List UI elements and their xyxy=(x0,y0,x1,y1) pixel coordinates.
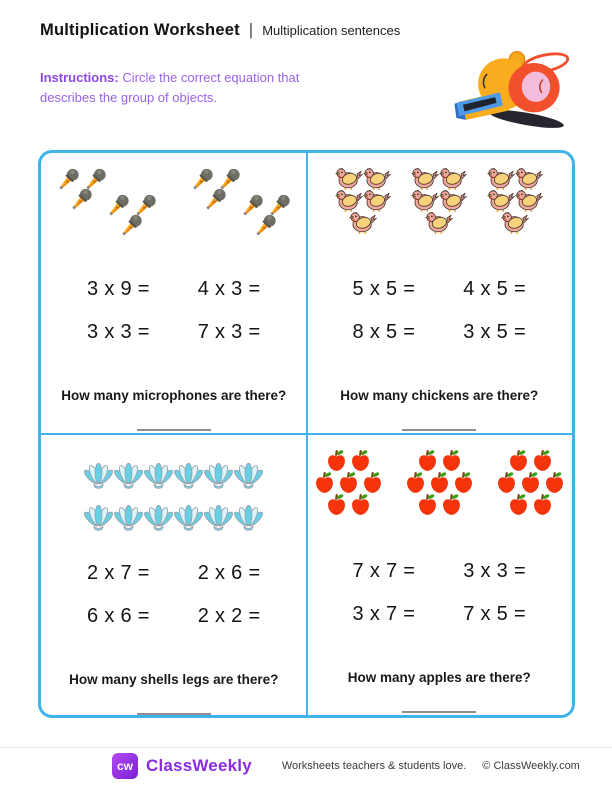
whistle-icon xyxy=(450,46,584,136)
apple-icon xyxy=(314,470,335,494)
equation-option: 2 x 7 = xyxy=(87,562,150,584)
microphone-group-area xyxy=(55,166,293,260)
apple-icon xyxy=(532,448,553,472)
apple-icon xyxy=(441,492,462,516)
microphone-icon xyxy=(68,186,95,213)
footer-tagline: Worksheets teachers & students love. xyxy=(281,760,467,772)
shell-group xyxy=(84,462,263,491)
shell-icon xyxy=(84,462,113,491)
answer-blank xyxy=(137,713,211,715)
equation-option: 7 x 5 = xyxy=(463,603,526,625)
problem-cell-microphones xyxy=(41,153,307,431)
answer-blank xyxy=(402,711,476,713)
apple-icon xyxy=(508,448,529,472)
apple-icon xyxy=(417,448,438,472)
classweekly-logo-icon: cw xyxy=(112,753,138,779)
equation-option: 6 x 6 = xyxy=(87,605,150,627)
shell-icon xyxy=(174,504,203,533)
apple-group xyxy=(496,448,565,516)
apple-icon xyxy=(362,470,383,494)
microphone-icon xyxy=(202,186,229,213)
chicken-group xyxy=(335,166,391,235)
apple-icon xyxy=(338,470,359,494)
equation-option: 3 x 3 = xyxy=(463,560,526,582)
chicken-icon xyxy=(501,210,529,235)
footer xyxy=(112,753,580,779)
shell-icon xyxy=(114,462,143,491)
shell-icon xyxy=(84,504,113,533)
chicken-group xyxy=(411,166,467,235)
equation-option: 3 x 5 = xyxy=(463,321,526,343)
equation-options xyxy=(87,562,260,628)
microphone-icon xyxy=(118,212,145,239)
microphone-group xyxy=(239,192,293,239)
equation-option: 4 x 3 = xyxy=(197,278,261,300)
apple-icon xyxy=(496,470,517,494)
equation-option: 3 x 7 = xyxy=(352,603,416,625)
question-text: How many apples are there? xyxy=(347,670,531,685)
instructions-label: Instructions: xyxy=(40,70,119,85)
shell-icon xyxy=(234,462,263,491)
problem-cell-chickens xyxy=(307,153,573,431)
apple-icon xyxy=(350,492,371,516)
apple-icon xyxy=(405,470,426,494)
equation-option: 7 x 3 = xyxy=(197,321,261,343)
shell-icon xyxy=(144,504,173,533)
microphone-group xyxy=(189,166,243,213)
shell-icon xyxy=(234,504,263,533)
chicken-group-area xyxy=(335,166,543,260)
equation-option: 2 x 2 = xyxy=(197,605,261,627)
problem-grid xyxy=(38,150,575,718)
apple-icon xyxy=(544,470,565,494)
microphone-icon xyxy=(252,212,279,239)
shell-icon xyxy=(114,504,143,533)
apple-icon xyxy=(350,448,371,472)
equation-options xyxy=(353,278,526,344)
page-subtitle: Multiplication sentences xyxy=(262,23,401,38)
footer-divider xyxy=(0,747,612,748)
apple-icon xyxy=(326,448,347,472)
shell-icon xyxy=(174,462,203,491)
equation-option: 3 x 9 = xyxy=(87,278,150,300)
question-text: How many shells legs are there? xyxy=(69,672,279,687)
apple-icon xyxy=(429,470,450,494)
equation-option: 2 x 6 = xyxy=(197,562,261,584)
equation-option: 7 x 7 = xyxy=(352,560,416,582)
apple-icon xyxy=(453,470,474,494)
shell-icon xyxy=(204,462,233,491)
microphone-group xyxy=(55,166,109,213)
shell-icon xyxy=(144,462,173,491)
footer-copyright: © ClassWeekly.com xyxy=(482,760,580,772)
equation-options xyxy=(353,560,526,626)
apple-icon xyxy=(508,492,529,516)
apple-icon xyxy=(441,448,462,472)
shell-group xyxy=(84,504,263,533)
apple-icon xyxy=(417,492,438,516)
problem-cell-apples xyxy=(307,431,573,715)
equation-option: 8 x 5 = xyxy=(352,321,416,343)
equation-option: 4 x 5 = xyxy=(463,278,526,300)
problem-cell-shells xyxy=(41,431,307,715)
question-text: How many microphones are there? xyxy=(61,388,287,403)
apple-group xyxy=(314,448,383,516)
equation-option: 5 x 5 = xyxy=(352,278,416,300)
shell-icon xyxy=(204,504,233,533)
apple-icon xyxy=(520,470,541,494)
apple-group-area xyxy=(314,444,565,542)
chicken-group xyxy=(487,166,543,235)
apple-icon xyxy=(532,492,553,516)
chicken-icon xyxy=(425,210,453,235)
page-title: Multiplication Worksheet xyxy=(40,21,240,39)
instructions-text xyxy=(40,68,308,108)
grid-divider-horizontal xyxy=(41,433,572,435)
instructions-body: Circle the correct equation that describes the group of objects. xyxy=(40,70,300,105)
apple-group xyxy=(405,448,474,516)
equation-options xyxy=(87,278,260,344)
title-separator: | xyxy=(248,20,254,39)
shell-group-area xyxy=(84,444,263,544)
microphone-group xyxy=(105,192,159,239)
chicken-icon xyxy=(349,210,377,235)
question-text: How many chickens are there? xyxy=(340,388,539,403)
equation-option: 3 x 3 = xyxy=(87,321,150,343)
page-header xyxy=(40,20,400,40)
brand-name: ClassWeekly xyxy=(146,756,252,775)
apple-icon xyxy=(326,492,347,516)
